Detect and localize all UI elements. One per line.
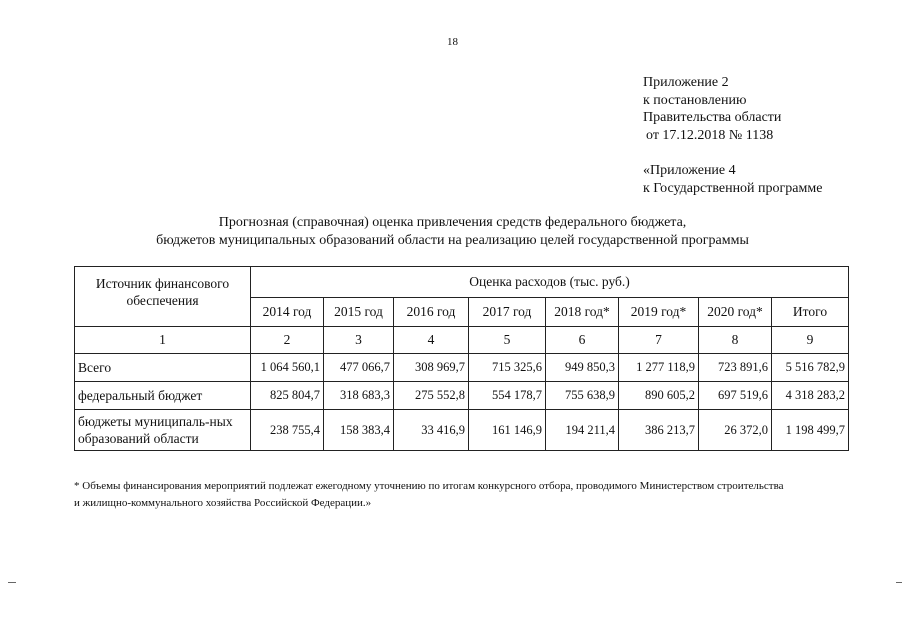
appendix-line: «Приложение 4	[643, 163, 736, 178]
budget-table	[74, 266, 849, 451]
column-number: 7	[619, 327, 699, 354]
year-header: 2015 год	[324, 298, 394, 327]
year-header: 2017 год	[469, 298, 546, 327]
column-number: 3	[324, 327, 394, 354]
cell-value: 238 755,4	[251, 410, 324, 451]
cell-value: 386 213,7	[619, 410, 699, 451]
row-label: бюджеты муниципаль-ных образований области	[75, 410, 251, 451]
row-label: Всего	[75, 354, 251, 382]
source-header: Источник финансового обеспечения	[75, 267, 251, 327]
scan-mark	[8, 582, 16, 583]
row-label: федеральный бюджет	[75, 382, 251, 410]
estimate-header: Оценка расходов (тыс. руб.)	[251, 267, 849, 298]
year-header: 2016 год	[394, 298, 469, 327]
scan-mark	[896, 582, 902, 583]
cell-value: 4 318 283,2	[772, 382, 849, 410]
cell-value: 1 277 118,9	[619, 354, 699, 382]
cell-value: 715 325,6	[469, 354, 546, 382]
table-row-federal	[75, 382, 849, 410]
year-header: 2018 год*	[546, 298, 619, 327]
title-line: Прогнозная (справочная) оценка привлечения средств федерального бюджета,	[218, 215, 687, 230]
cell-value: 275 552,8	[394, 382, 469, 410]
column-number: 4	[394, 327, 469, 354]
table-row-total	[75, 354, 849, 382]
cell-value: 949 850,3	[546, 354, 619, 382]
footnote	[74, 478, 784, 512]
cell-value: 318 683,3	[324, 382, 394, 410]
column-number-row	[75, 327, 849, 354]
cell-value: 161 146,9	[469, 410, 546, 451]
cell-value: 697 519,6	[699, 382, 772, 410]
appendix-date: от 17.12.2018 № 1138	[646, 127, 774, 143]
footnote-line: и жилищно-коммунального хозяйства Российской Федерации.»	[74, 497, 372, 509]
column-number: 6	[546, 327, 619, 354]
cell-value: 158 383,4	[324, 410, 394, 451]
table-row-municipal	[75, 410, 849, 451]
cell-value: 554 178,7	[469, 382, 546, 410]
footnote-line: * Объемы финансирования мероприятий подлежат ежегодному уточнению по итогам конкурсного отбора, проводимого Министерством строительства	[74, 480, 784, 492]
cell-value: 1 064 560,1	[251, 354, 324, 382]
total-header: Итого	[772, 298, 849, 327]
cell-value: 5 516 782,9	[772, 354, 849, 382]
cell-value: 755 638,9	[546, 382, 619, 410]
cell-value: 825 804,7	[251, 382, 324, 410]
appendix-line: Приложение 2	[643, 75, 729, 90]
cell-value: 723 891,6	[699, 354, 772, 382]
cell-value: 26 372,0	[699, 410, 772, 451]
cell-value: 194 211,4	[546, 410, 619, 451]
page-number: 18	[447, 36, 458, 48]
year-header: 2020 год*	[699, 298, 772, 327]
appendix-line: к постановлению	[643, 92, 747, 108]
column-number: 2	[251, 327, 324, 354]
document-title	[0, 214, 905, 250]
cell-value: 1 198 499,7	[772, 410, 849, 451]
year-header: 2019 год*	[619, 298, 699, 327]
cell-value: 890 605,2	[619, 382, 699, 410]
appendix-line: к Государственной программе	[643, 180, 823, 196]
appendix-block	[643, 74, 822, 197]
year-header: 2014 год	[251, 298, 324, 327]
column-number: 9	[772, 327, 849, 354]
column-number: 1	[75, 327, 251, 354]
appendix-line: Правительства области	[643, 110, 782, 125]
column-number: 8	[699, 327, 772, 354]
cell-value: 33 416,9	[394, 410, 469, 451]
column-number: 5	[469, 327, 546, 354]
cell-value: 477 066,7	[324, 354, 394, 382]
spacer	[643, 144, 822, 162]
cell-value: 308 969,7	[394, 354, 469, 382]
title-line: бюджетов муниципальных образований области на реализацию целей государственной программы	[156, 233, 749, 248]
